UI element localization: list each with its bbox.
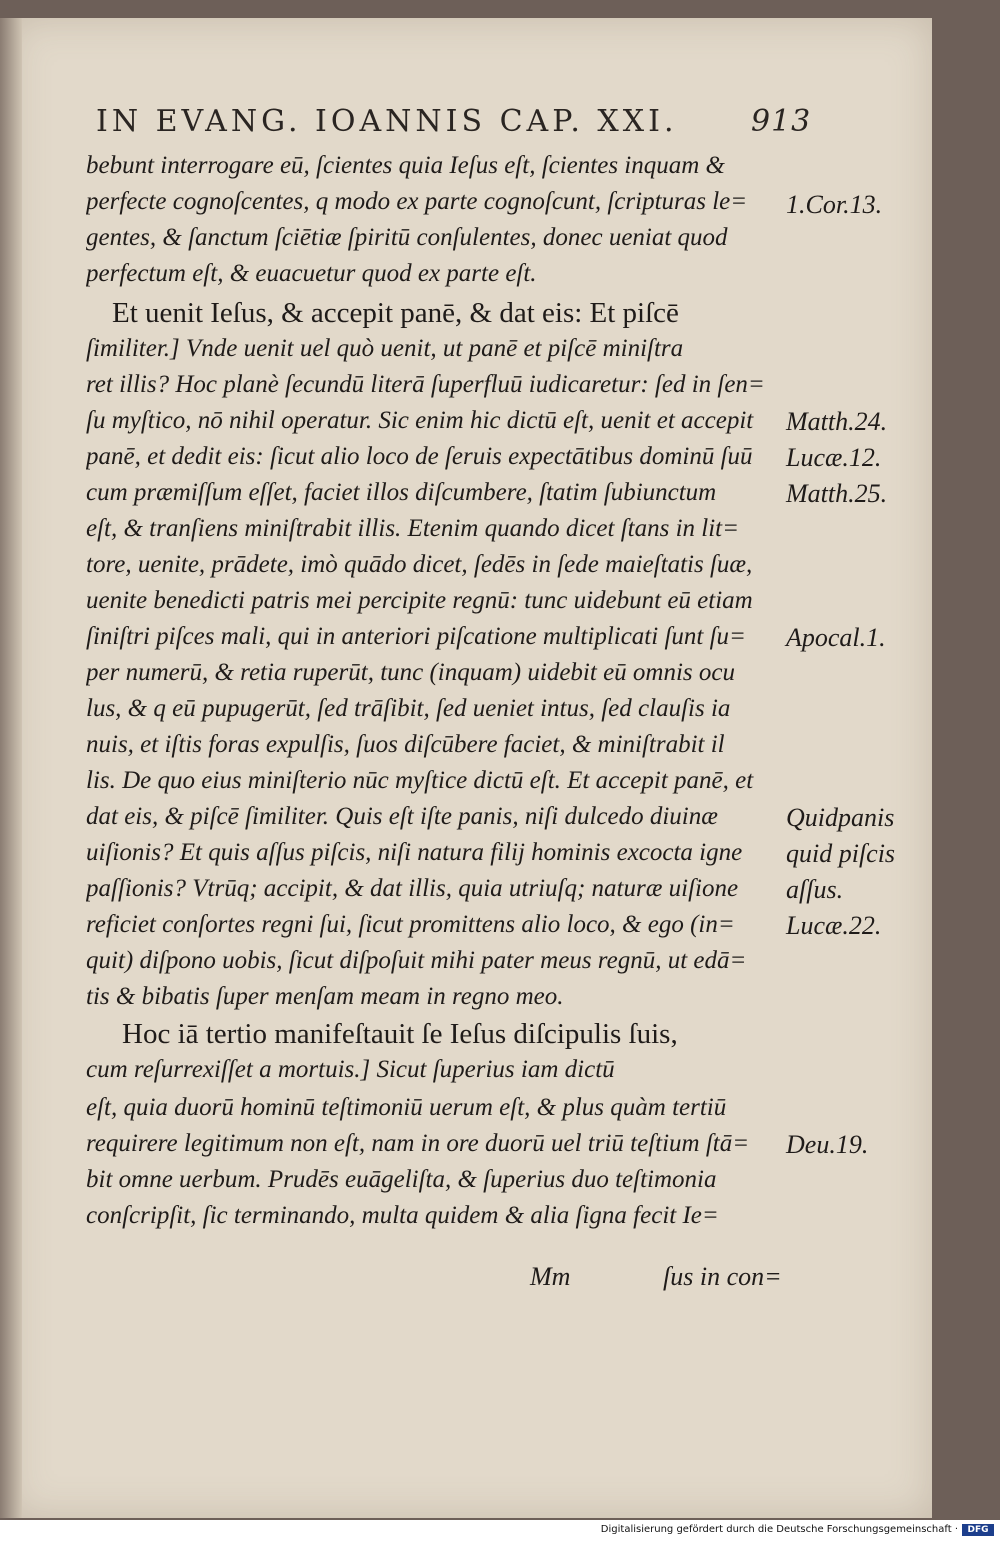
text-line: uenite benedicti patris mei percipite regnū: tunc uidebunt eū etiam — [86, 587, 753, 614]
running-head — [96, 104, 816, 144]
catchword: ſus in con= — [663, 1262, 782, 1291]
text-line: bit omne uerbum. Prudēs euāgeliſta, & ſuperius duo teſtimonia — [86, 1166, 717, 1193]
text-line: ret illis? Hoc planè ſecundū literā ſuperfluū iudicaretur: ſed in ſen= — [86, 371, 765, 398]
text-line: ſimiliter.] Vnde uenit uel quò uenit, ut panē et piſcē miniſtra — [86, 335, 684, 362]
lemma-line: Et uenit Ieſus, & accepit panē, & dat eis: Et piſcē — [112, 297, 679, 329]
text-line: uiſionis? Et quis aſſus piſcis, niſi natura filij hominis excocta igne — [86, 839, 743, 866]
text-line: per numerū, & retia ruperūt, tunc (inquam) uidebit eū omnis ocu — [86, 659, 735, 686]
text-line: nuis, et iſtis foras expulſis, ſuos diſcūbere faciet, & miniſtrabit il — [86, 731, 725, 758]
running-head-title: IN EVANG. IOANNIS CAP. XXI. — [96, 104, 678, 139]
marginal-note: Lucæ.12. — [786, 443, 882, 472]
marginal-note: Quidpanis — [786, 803, 895, 832]
text-line: paſſionis? Vtrūq; accipit, & dat illis, quia utriuſq; naturæ uiſione — [86, 875, 739, 902]
marginal-note: Deu.19. — [786, 1130, 869, 1159]
marginal-note: aſſus. — [786, 875, 844, 904]
text-line: perfectum eſt, & euacuetur quod ex parte eſt. — [86, 260, 537, 287]
page-edge — [0, 18, 22, 1518]
lemma-line: Hoc iā tertio manifeſtauit ſe Ieſus diſcipulis ſuis, — [122, 1018, 678, 1050]
text-line: tis & bibatis ſuper menſam meam in regno meo. — [86, 983, 564, 1010]
text-line: gentes, & ſanctum ſciētiæ ſpiritū conſulentes, donec ueniat quod — [86, 224, 728, 251]
text-line: quit) diſpono uobis, ſicut diſpoſuit mihi pater meus regnū, ut edā= — [86, 947, 747, 974]
marginal-note: quid piſcis — [786, 839, 896, 868]
page-number: 913 — [751, 104, 812, 139]
marginal-note: Matth.24. — [786, 407, 888, 436]
marginal-note: Matth.25. — [786, 479, 888, 508]
text-line: perfecte cognoſcentes, q modo ex parte cognoſcunt, ſcripturas le= — [86, 188, 748, 215]
text-line: panē, et dedit eis: ſicut alio loco de ſeruis expectātibus dominū ſuū — [86, 443, 753, 470]
text-line: bebunt interrogare eū, ſcientes quia Ieſus eſt, ſcientes inquam & — [86, 152, 725, 179]
text-line: eſt, & tranſiens miniſtrabit illis. Etenim quando dicet ſtans in lit= — [86, 515, 739, 542]
text-line: lus, & q eū pupugerūt, ſed trāſibit, ſed ueniet intus, ſed clauſis ia — [86, 695, 731, 722]
text-line: requirere legitimum non eſt, nam in ore duorū uel triū teſtium ſtā= — [86, 1130, 750, 1157]
funding-note: Digitalisierung gefördert durch die Deutsche Forschungsgemeinschaft · — [600, 1524, 958, 1535]
signature-mark: Mm — [530, 1262, 571, 1291]
marginal-note: Apocal.1. — [786, 623, 886, 652]
text-line: lis. De quo eius miniſterio nūc myſtice dictū eſt. Et accepit panē, et — [86, 767, 754, 794]
text-line: ſiniſtri piſces mali, qui in anteriori piſcatione multiplicati ſunt ſu= — [86, 623, 746, 650]
text-line: conſcripſit, ſic terminando, multa quidem & alia ſigna fecit Ie= — [86, 1202, 719, 1229]
text-line: tore, uenite, prādete, imò quādo dicet, ſedēs in ſede maieſtatis ſuæ, — [86, 551, 753, 578]
dfg-logo: DFG — [962, 1524, 994, 1536]
footer-bar — [0, 1520, 1000, 1541]
marginal-note: 1.Cor.13. — [786, 190, 883, 219]
text-line: ſu myſtico, nō nihil operatur. Sic enim hic dictū eſt, uenit et accepit — [86, 407, 754, 434]
text-line: dat eis, & piſcē ſimiliter. Quis eſt iſte panis, niſi dulcedo diuinæ — [86, 803, 718, 830]
text-line: cum reſurrexiſſet a mortuis.] Sicut ſuperius iam dictū — [86, 1056, 615, 1083]
text-line: cum præmiſſum eſſet, faciet illos diſcumbere, ſtatim ſubiunctum — [86, 479, 717, 506]
marginal-note: Lucæ.22. — [786, 911, 882, 940]
text-line: eſt, quia duorū hominū teſtimoniū uerum eſt, & plus quàm tertiū — [86, 1094, 727, 1121]
text-line: reficiet conſortes regni ſui, ſicut promittens alio loco, & ego (in= — [86, 911, 735, 938]
